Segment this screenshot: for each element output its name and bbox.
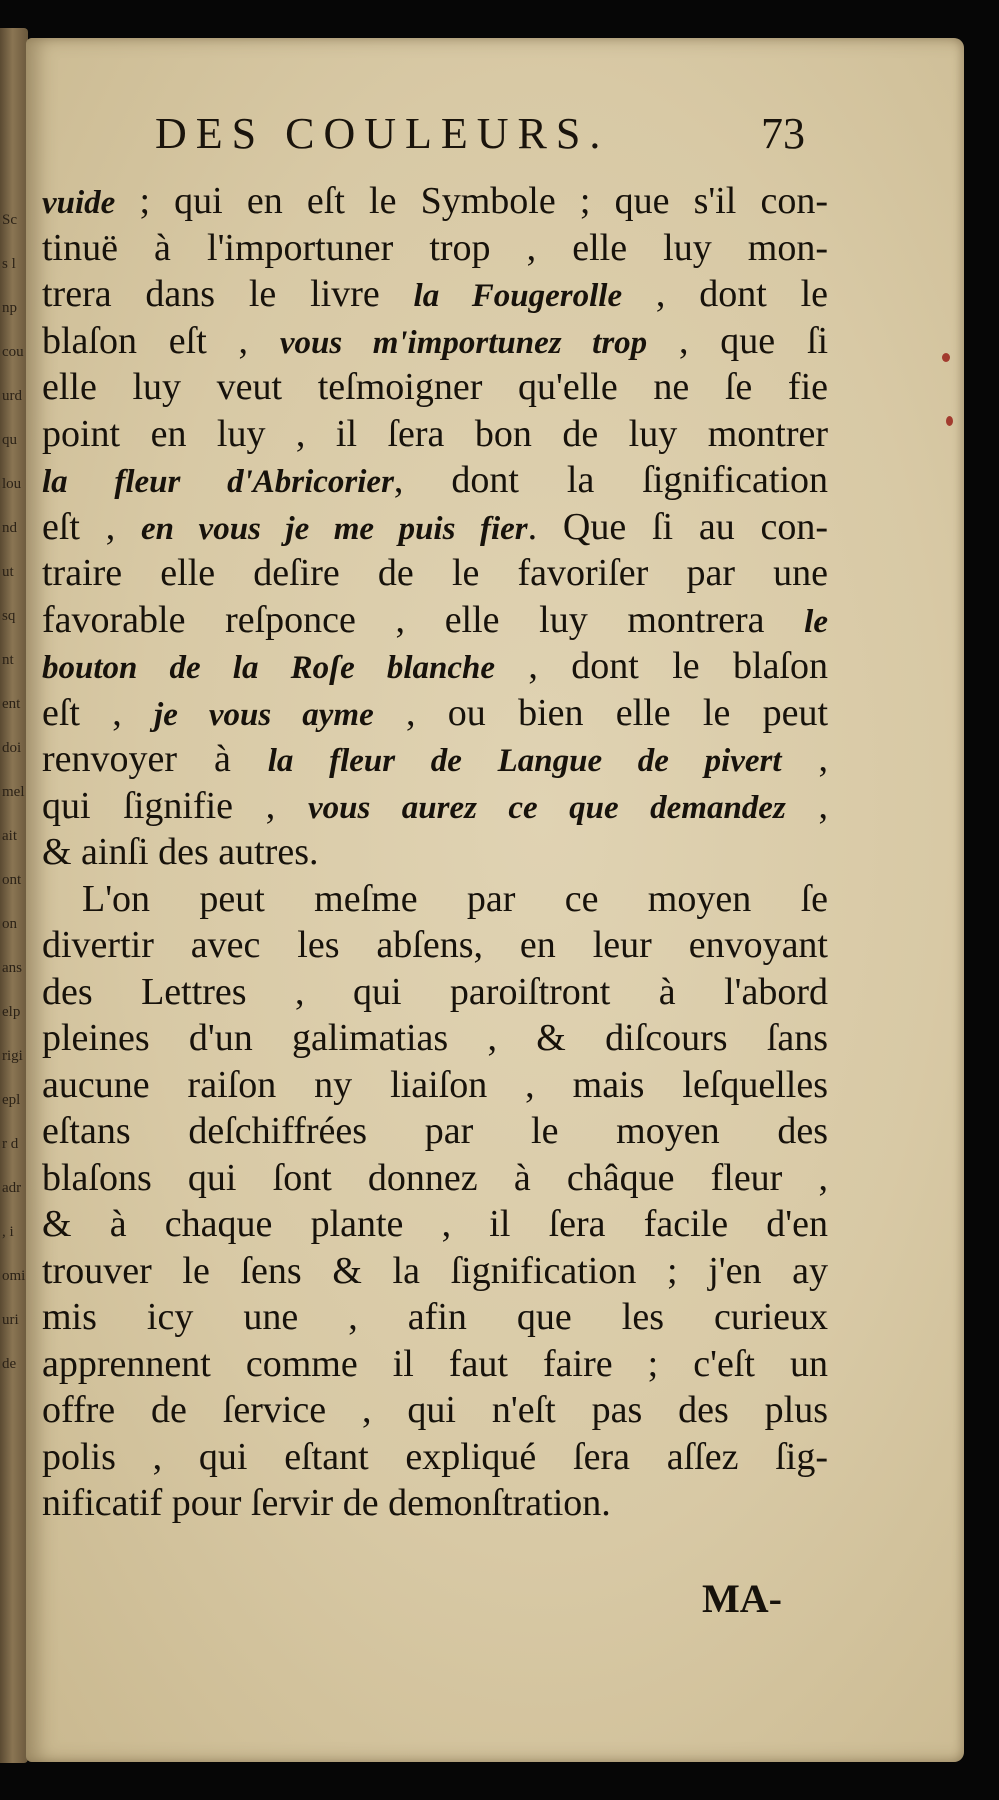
margin-fragment: np <box>2 300 17 316</box>
italic-phrase: la fleur de Langue de pivert <box>267 743 782 779</box>
text-line <box>42 1341 828 1388</box>
facing-page-margin-text <box>2 198 26 1386</box>
margin-fragment: mel <box>2 784 25 800</box>
text-run: nificatif pour ſervir de demonſtration. <box>42 1482 611 1524</box>
margin-fragment: nd <box>2 520 17 536</box>
text-line <box>42 1062 828 1109</box>
text-line <box>42 1015 828 1062</box>
text-run: blaſon eſt , <box>42 319 280 362</box>
red-speck <box>942 353 950 362</box>
margin-fragment: uri <box>2 1312 19 1328</box>
margin-fragment: doi <box>2 740 22 756</box>
text-run: trouver le ſens & la ſignification ; j'en ay <box>42 1249 828 1292</box>
text-run: , dont la ſignification <box>393 459 828 501</box>
italic-phrase: la Fougerolle <box>413 278 623 314</box>
margin-fragment: nt <box>2 652 14 668</box>
margin-fragment: ont <box>2 872 22 888</box>
italic-phrase: en vous je me puis fier <box>141 510 528 547</box>
italic-phrase: le <box>804 603 828 640</box>
text-line <box>42 178 828 225</box>
text-line <box>42 225 828 272</box>
margin-fragment: sq <box>2 608 16 624</box>
text-line <box>42 364 828 411</box>
margin-fragment: ut <box>2 564 14 580</box>
text-run: , dont le <box>622 273 828 315</box>
margin-fragment: qu <box>2 432 17 448</box>
text-run: renvoyer à <box>42 738 268 780</box>
text-line <box>42 457 828 504</box>
text-run: aucune raiſon ny liaiſon , mais leſquelles <box>42 1063 828 1106</box>
text-run: , dont le blaſon <box>495 645 828 687</box>
text-run: , que ſi <box>647 319 829 362</box>
text-run: eſt , <box>42 691 155 734</box>
text-run: apprennent comme il faut faire ; c'eſt un <box>42 1342 828 1385</box>
text-run: divertir avec les abſens, en leur envoyant <box>42 924 828 966</box>
text-line <box>42 1434 828 1481</box>
text-run: ; qui en eſt le Symbole ; que s'il con- <box>115 180 828 222</box>
red-speck <box>946 416 953 426</box>
text-run: & à chaque plante , il ſera facile d'en <box>42 1203 828 1245</box>
text-run: trera dans le livre <box>42 273 414 315</box>
text-run: , <box>785 784 829 827</box>
margin-fragment: elp <box>2 1004 21 1020</box>
margin-fragment: ait <box>2 828 17 844</box>
facing-page-edge <box>0 28 28 1763</box>
margin-fragment: on <box>2 916 17 932</box>
text-run: L'on peut meſme par ce moyen ſe <box>82 877 828 920</box>
margin-fragment: urd <box>2 388 22 404</box>
text-run: traire elle deſire de le favoriſer par une <box>42 552 828 594</box>
text-run: tinuë à l'importuner trop , elle luy mon- <box>42 226 828 269</box>
italic-phrase: vous m'importunez trop <box>279 324 648 361</box>
margin-fragment: ent <box>2 696 21 712</box>
text-line <box>42 643 828 690</box>
italic-phrase: la fleur d'Abricorier <box>42 464 394 500</box>
text-line <box>42 829 828 876</box>
margin-fragment: ans <box>2 960 22 976</box>
margin-fragment: epl <box>2 1092 21 1108</box>
text-run: & ainſi des autres. <box>42 831 319 873</box>
text-line <box>42 1480 828 1527</box>
margin-fragment: s l <box>2 256 16 272</box>
running-head <box>155 108 805 168</box>
page-number: 73 <box>761 109 805 158</box>
text-line <box>42 504 828 551</box>
text-run: , <box>781 738 828 780</box>
italic-phrase: vuide <box>42 185 116 221</box>
text-line <box>42 922 828 969</box>
text-line <box>42 318 828 365</box>
margin-fragment: rigi <box>2 1048 23 1064</box>
text-run: polis , qui eſtant expliqué ſera aſſez ſig- <box>42 1435 828 1478</box>
margin-fragment: omi <box>2 1268 26 1284</box>
text-line <box>42 597 828 644</box>
margin-fragment: r d <box>2 1136 19 1152</box>
margin-fragment: Sc <box>2 212 17 228</box>
margin-fragment: lou <box>2 476 22 492</box>
text-line <box>42 1294 828 1341</box>
text-run: offre de ſervice , qui n'eſt pas des plus <box>42 1389 828 1431</box>
text-line <box>42 411 828 458</box>
catchword: MA- <box>702 1576 782 1621</box>
text-line <box>42 1108 828 1155</box>
text-run: point en luy , il ſera bon de luy montrer <box>42 412 828 455</box>
text-run: , ou bien elle le peut <box>373 691 829 734</box>
text-line <box>42 1387 828 1434</box>
text-line <box>42 736 828 783</box>
text-run: favorable reſponce , elle luy montrera <box>42 598 805 641</box>
italic-phrase: vous aurez ce que demandez <box>307 789 786 826</box>
margin-fragment: de <box>2 1356 17 1372</box>
text-line <box>42 783 828 830</box>
italic-phrase: bouton de la Roſe blanche <box>42 650 496 686</box>
margin-fragment: cou <box>2 344 24 360</box>
running-head-title: DES COULEURS. <box>155 109 610 158</box>
text-run: eſt , <box>42 505 142 548</box>
text-run: pleines d'un galimatias , & diſcours ſans <box>42 1017 828 1059</box>
text-line <box>42 690 828 737</box>
text-run: . Que ſi au con- <box>527 505 829 548</box>
text-line <box>42 271 828 318</box>
text-run: elle luy veut teſmoigner qu'elle ne ſe fie <box>42 366 828 408</box>
margin-fragment: adr <box>2 1180 22 1196</box>
text-run: blaſons qui ſont donnez à châque fleur , <box>42 1156 828 1199</box>
text-line <box>42 876 828 923</box>
text-line <box>42 969 828 1016</box>
italic-phrase: je vous ayme <box>154 696 374 733</box>
text-run: mis icy une , afin que les curieux <box>42 1296 828 1338</box>
text-run: qui ſignifie , <box>42 784 308 827</box>
text-run: des Lettres , qui paroiſtront à l'abord <box>42 970 828 1013</box>
body-text <box>42 178 828 1527</box>
margin-fragment: , i <box>2 1224 14 1240</box>
text-run: eſtans deſchiffrées par le moyen des <box>42 1110 828 1152</box>
text-line <box>42 1201 828 1248</box>
text-line <box>42 550 828 597</box>
text-line <box>42 1155 828 1202</box>
text-line <box>42 1248 828 1295</box>
